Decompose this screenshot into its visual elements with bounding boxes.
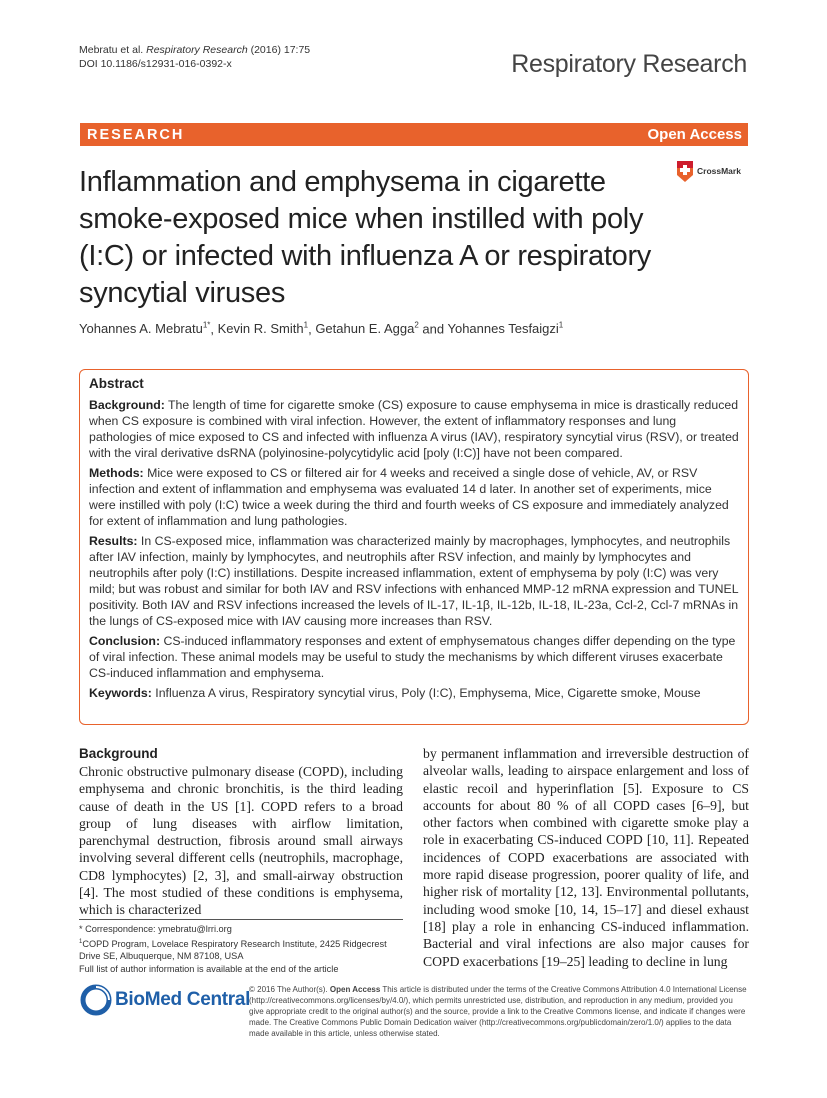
citation-line: [79, 44, 310, 56]
license-text: © 2016 The Author(s). Open Access This article is distributed under the terms of the Creative Commons Attribution 4.0 International License (http://creativecommons.org/licenses/by/4.0/), which permits unrestricted use, distribution, and reproduction in any medium, provided you give appropriate credit to the original author(s) and the source, provide a link to the Creative Commons license, and indicate if changes were made. The Creative Commons Public Domain Dedication waiver (http://creativecommons.org/publicdomain/zero/1.0/) applies to the data made available in this article, unless otherwise stated.: [249, 985, 747, 1038]
abstract-keywords: Keywords: Influenza A virus, Respiratory syncytial virus, Poly (I:C), Emphysema, Mice, Cigarette smoke, Mouse: [89, 686, 701, 700]
section-label: RESEARCH: [87, 126, 185, 143]
abstract-heading: Abstract: [89, 376, 144, 391]
body-column-right: [423, 745, 749, 970]
author[interactable]: Yohannes Tesfaigzi$^1$: [447, 321, 564, 337]
citation-volume: (2016) 17:75: [250, 44, 311, 56]
crossmark-badge[interactable]: [676, 156, 750, 186]
author[interactable]: Yohannes A. Mebratu$^{1*}$: [79, 321, 211, 337]
open-access-label: Open Access: [647, 126, 742, 143]
section-banner: [80, 123, 748, 146]
body-column-left: [79, 745, 403, 919]
crossmark-label: CrossMark: [697, 166, 741, 176]
author-list: Yohannes A. Mebratu$^{1*}$, Kevin R. Smith$^1$, Getahun E. Agga$^2$ and Yohannes Tesfaigzi$^1$: [79, 321, 564, 337]
abstract-conclusion: Conclusion: CS-induced inflammatory responses and extent of emphysematous changes differ depending on the type of viral infection. These animal models may be useful to study the mechanisms by which different viruses exacerbate CS-induced inflammation and emphysema.: [89, 634, 736, 680]
biomed-central-logo-icon: [80, 984, 112, 1016]
abstract-results: Results: In CS-exposed mice, inflammation was characterized mainly by macrophages, lymphocytes, and neutrophils after IAV infection, mainly by lymphocytes, and neutrophils after RSV infection, and mainly by lymphocytes and neutrophils after poly (I:C) instillations. Despite increased inflammation, extent of emphysema by poly (I:C) was very mild; but was robust and similar for both IAV and RSV infections with enhanced MMP-12 mRNA expression and TUNEL positivity. Both IAV and RSV infections increased the levels of IL-17, IL-1β, IL-12b, IL-18, IL-23a, Ccl-2, Ccl-7 mRNAs in the lungs of CS-exposed mice with IAV causing more increases than RSV.: [89, 534, 739, 628]
publisher-name: BioMed Central: [115, 989, 251, 1010]
abstract-background: Background: The length of time for cigarette smoke (CS) exposure to cause emphysema in mice is drastically reduced when CS exposure is combined with viral infection. However, the extent of inflammatory responses and lung pathologies of mice exposed to CS and infected with influenza A virus (IAV), respiratory syncytial virus (RSV), or treated with the viral derivative dsRNA (polyinosine-polycytidylic acid [poly (I:C)] have not been compared.: [89, 398, 739, 460]
journal-name: Respiratory Research: [511, 50, 747, 78]
author[interactable]: Getahun E. Agga$^2$: [315, 321, 419, 337]
author-info-note: Full list of author information is available at the end of the article: [79, 963, 339, 974]
footnotes: [79, 919, 403, 975]
abstract-box: [79, 369, 749, 725]
article-title: Inflammation and emphysema in cigarette smoke-exposed mice when instilled with poly (I:C) or infected with influenza A or respiratory syncytial viruses: [79, 166, 651, 309]
body-paragraph: by permanent inflammation and irreversible destruction of alveolar walls, leading to airspace enlargement and loss of elastic recoil and hyperinflation [5]. Exposure to CS accounts for about 80 % of all COPD cases [6–9], but other factors when combined with cigarette smoke play a role in exacerbating CS-induced COPD [10, 11]. Repeated incidences of COPD exacerbations are associated with more rapid disease progression, poorer quality of life, and higher risk of mortality [12, 13]. Environmental pollutants, including wood smoke [10, 14, 15–17] and diesel exhaust [18] play a role in enhancing CS-induced inflammation. Bacterial and viral infections are also major causes for COPD exacerbations [19–25] leading to decline in lung: [423, 746, 749, 969]
doi[interactable]: DOI 10.1186/s12931-016-0392-x: [79, 58, 232, 70]
citation-journal: Respiratory Research: [146, 44, 248, 56]
crossmark-icon: [676, 159, 694, 183]
body-paragraph: Chronic obstructive pulmonary disease (COPD), including emphysema and chronic bronchitis, is the third leading cause of death in the US [1]. COPD refers to a broad group of lung diseases with airflow limitation, parenchymal destruction, fibrosis around small airways involving several different cells (neutrophils, macrophage, CD8 lymphocytes) [2, 3], and small-airway obstruction [4]. The most studied of these conditions is emphysema, which is characterized: [79, 764, 403, 918]
citation-authors: Mebratu et al.: [79, 44, 144, 56]
author[interactable]: Kevin R. Smith$^1$: [217, 321, 309, 337]
publisher-logo: [80, 984, 250, 1016]
section-heading: Background: [79, 746, 158, 761]
abstract-methods: Methods: Mice were exposed to CS or filtered air for 4 weeks and received a single dose of vehicle, AV, or RSV infection and extent of inflammation and emphysema was evaluated 14 d later. In another set of experiments, mice were instilled with poly (I:C) twice a week during the third and fourth weeks of CS exposure and immediately analyzed for extent of inflammation and lung pathologies.: [89, 466, 729, 528]
correspondence[interactable]: * Correspondence: ymebratu@lrri.org: [79, 924, 232, 934]
affiliation: $^1$COPD Program, Lovelace Respiratory Research Institute, 2425 Ridgecrest Drive SE, Albuquerque, NM 87108, USA: [79, 938, 387, 962]
